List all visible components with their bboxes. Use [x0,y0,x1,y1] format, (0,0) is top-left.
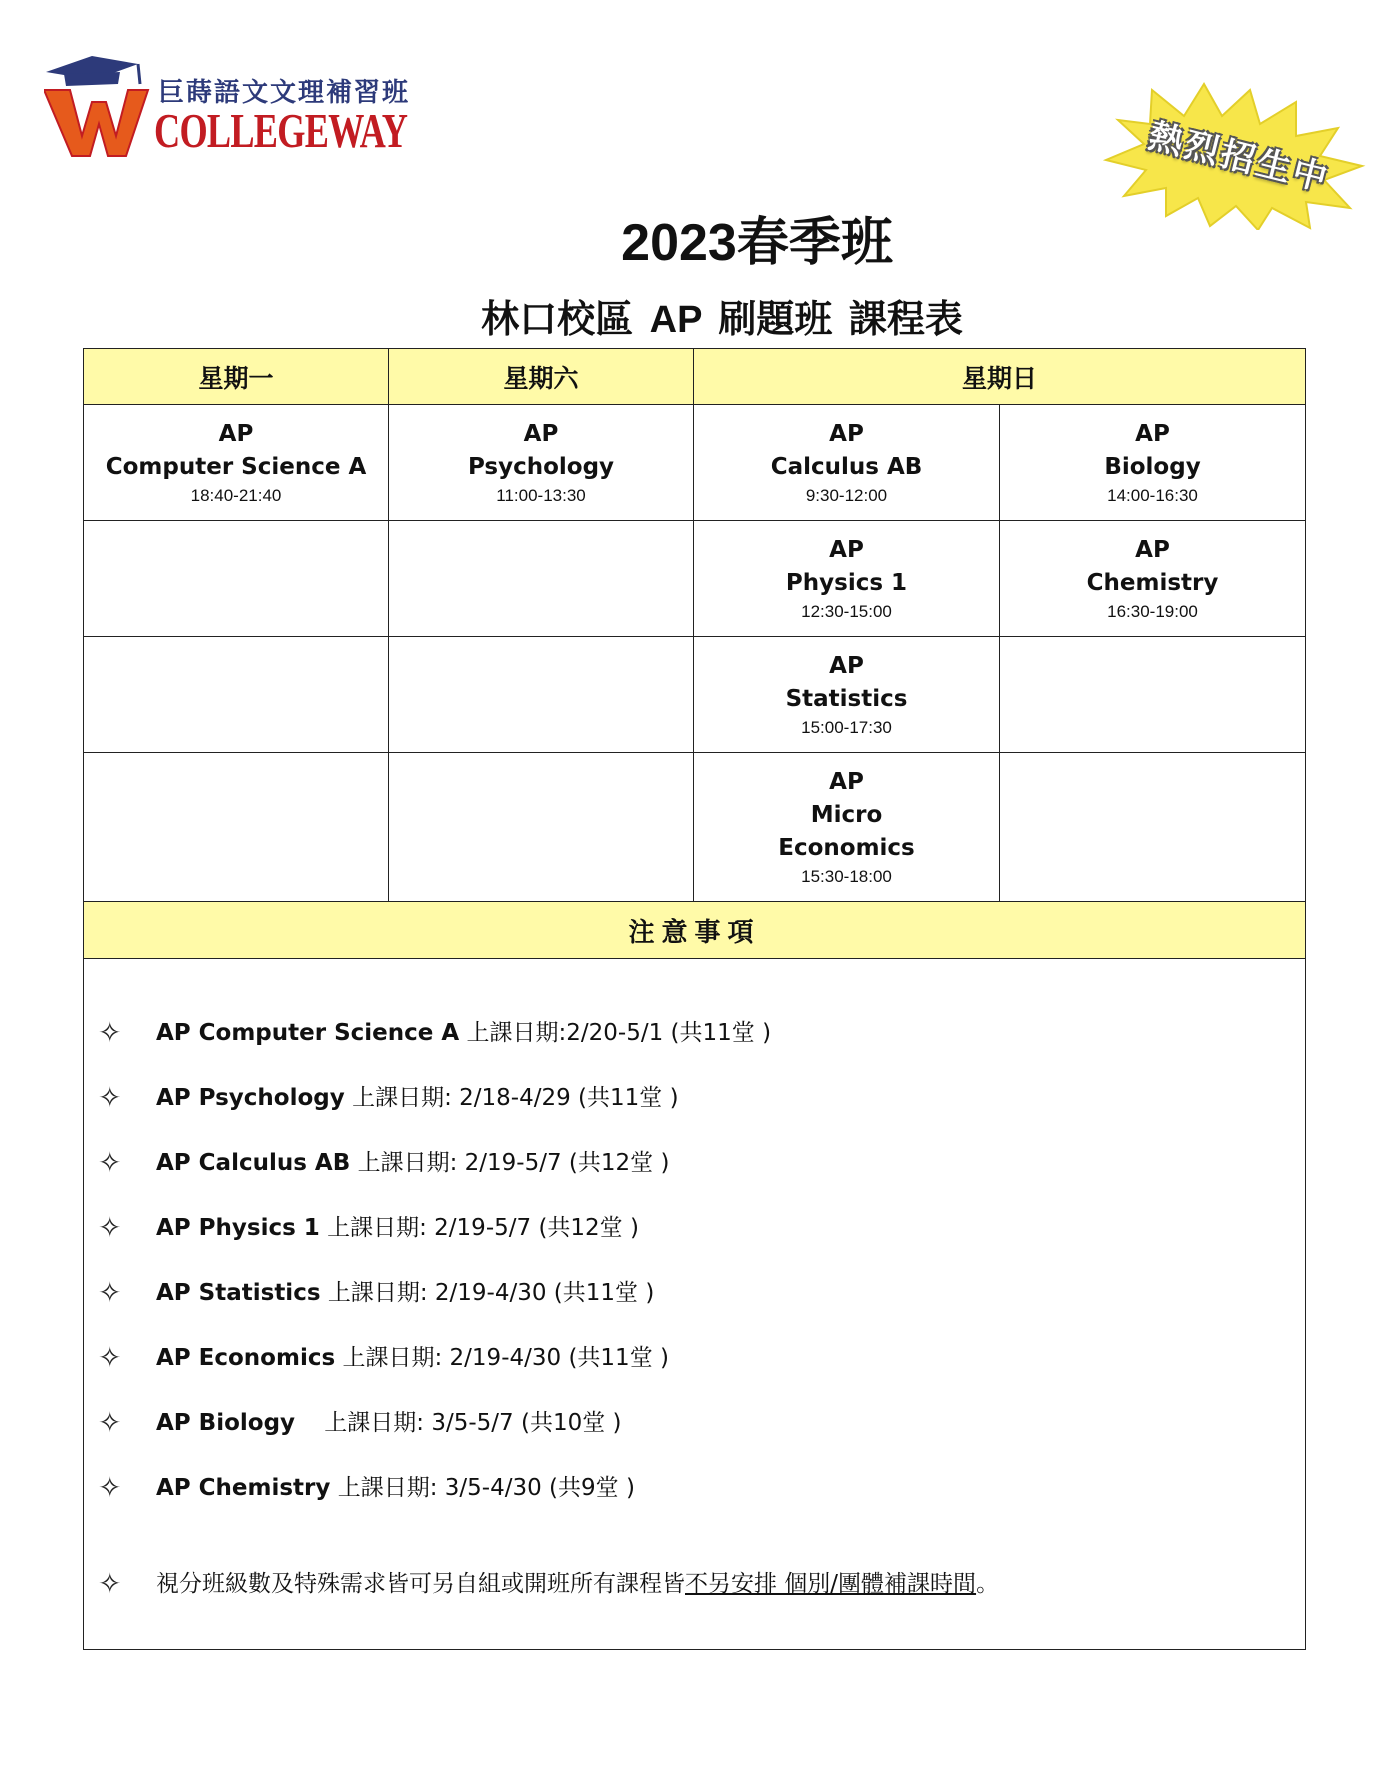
note-text: 上課日期:2/20-5/1 (共11堂 ) [466,1020,772,1046]
course-cell [694,637,1000,753]
table-row [84,637,1306,753]
note-course: AP Biology [156,1410,296,1436]
note-text: 上課日期: 2/19-5/7 (共12堂 ) [357,1150,670,1176]
list-item-final-note [98,1562,1305,1627]
list-item [98,1011,1305,1076]
empty-cell [84,637,389,753]
course-cell [694,753,1000,902]
course-name: Calculus AB [770,453,923,480]
course-time: 9:30-12:00 [805,485,888,505]
empty-cell [389,521,694,637]
note-text: 上課日期: 3/5-5/7 (共10堂 ) [324,1410,622,1436]
course-name: Chemistry [1086,569,1219,596]
notice-header: 注意事項 [84,902,1306,959]
sparkle-icon: ✧ [98,1471,122,1504]
course-name: Biology [1104,453,1201,480]
note-text: 上課日期: 3/5-4/30 (共9堂 ) [337,1475,635,1501]
notice-body-row [84,959,1306,1650]
course-cell [1000,405,1306,521]
course-name: Physics 1 [785,569,908,596]
course-prefix: AP [829,420,864,447]
sparkle-icon: ✧ [98,1146,122,1179]
empty-cell [1000,753,1306,902]
list-item [98,1466,1305,1531]
table-row [84,521,1306,637]
list-item [98,1271,1305,1336]
note-course: AP Psychology [156,1085,345,1111]
notice-header-row [84,902,1306,959]
note-course: AP Economics [156,1345,336,1371]
header-monday: 星期一 [84,349,389,405]
course-prefix: AP [829,536,864,563]
collegeway-logo [44,50,414,170]
course-cell [694,521,1000,637]
note-course: AP Chemistry [156,1475,331,1501]
empty-cell [84,521,389,637]
list-item [98,1141,1305,1206]
notice-body [84,959,1306,1650]
note-course: AP Physics 1 [156,1215,320,1241]
note-course: AP Statistics [156,1280,321,1306]
course-prefix: AP [1135,420,1170,447]
header-sunday: 星期日 [694,349,1306,405]
note-text: 上課日期: 2/19-4/30 (共11堂 ) [342,1345,669,1371]
course-cell [694,405,1000,521]
empty-cell [389,753,694,902]
course-name-line2: Economics [778,834,915,861]
sparkle-icon: ✧ [98,1276,122,1309]
course-prefix: AP [218,420,254,447]
course-time: 15:00-17:30 [801,717,892,737]
final-note-end: 。 [976,1571,1000,1597]
course-time: 14:00-16:30 [1107,485,1198,505]
page-subtitle: 林口校區 AP 刷題班 課程表 [481,299,963,341]
header-saturday: 星期六 [389,349,694,405]
page-title: 2023春季班 [621,214,893,272]
course-name: Statistics [785,685,908,712]
table-row [84,753,1306,902]
course-prefix: AP [523,420,559,447]
list-item [98,1076,1305,1141]
logo-english-name: COLLEGEWAY [154,103,408,158]
list-item [98,1206,1305,1271]
note-text: 上課日期: 2/19-4/30 (共11堂 ) [327,1280,655,1306]
sparkle-icon: ✧ [98,1341,122,1374]
sparkle-icon: ✧ [98,1081,122,1114]
logo-chinese-name: 巨蒔語文文理補習班 [158,78,411,108]
course-time: 15:30-18:00 [801,866,892,886]
course-time: 12:30-15:00 [801,601,892,621]
note-text: 上課日期: 2/19-5/7 (共12堂 ) [327,1215,639,1241]
note-text: 上課日期: 2/18-4/29 (共11堂 ) [352,1085,679,1111]
final-note-text: 視分班級數及特殊需求皆可另自組或開班所有課程皆 [156,1571,685,1597]
list-item [98,1336,1305,1401]
empty-cell [84,753,389,902]
course-time: 16:30-19:00 [1107,601,1198,621]
sparkle-icon: ✧ [98,1016,122,1049]
sparkle-icon: ✧ [98,1211,122,1244]
course-name: Micro [810,801,883,828]
empty-cell [389,637,694,753]
course-prefix: AP [829,768,864,795]
notice-list [84,959,1305,1627]
list-item [98,1401,1305,1466]
sparkle-icon: ✧ [98,1567,122,1600]
course-prefix: AP [1135,536,1170,563]
course-time: 11:00-13:30 [496,485,586,505]
table-row [84,405,1306,521]
empty-cell [1000,637,1306,753]
course-name: Computer Science A [105,453,367,480]
course-prefix: AP [829,652,864,679]
schedule-table [83,348,1306,1650]
enrollment-badge-text: 熱烈招生中 [1144,116,1334,200]
final-note-underlined: 不另安排 個別/團體補課時間 [685,1571,977,1597]
sparkle-icon: ✧ [98,1406,122,1439]
note-course: AP Computer Science A [156,1020,460,1046]
course-cell [84,405,389,521]
course-name: Psychology [467,453,615,480]
course-time: 18:40-21:40 [190,485,282,505]
schedule-header-row [84,349,1306,405]
note-course: AP Calculus AB [156,1150,351,1176]
course-cell [389,405,694,521]
course-cell [1000,521,1306,637]
